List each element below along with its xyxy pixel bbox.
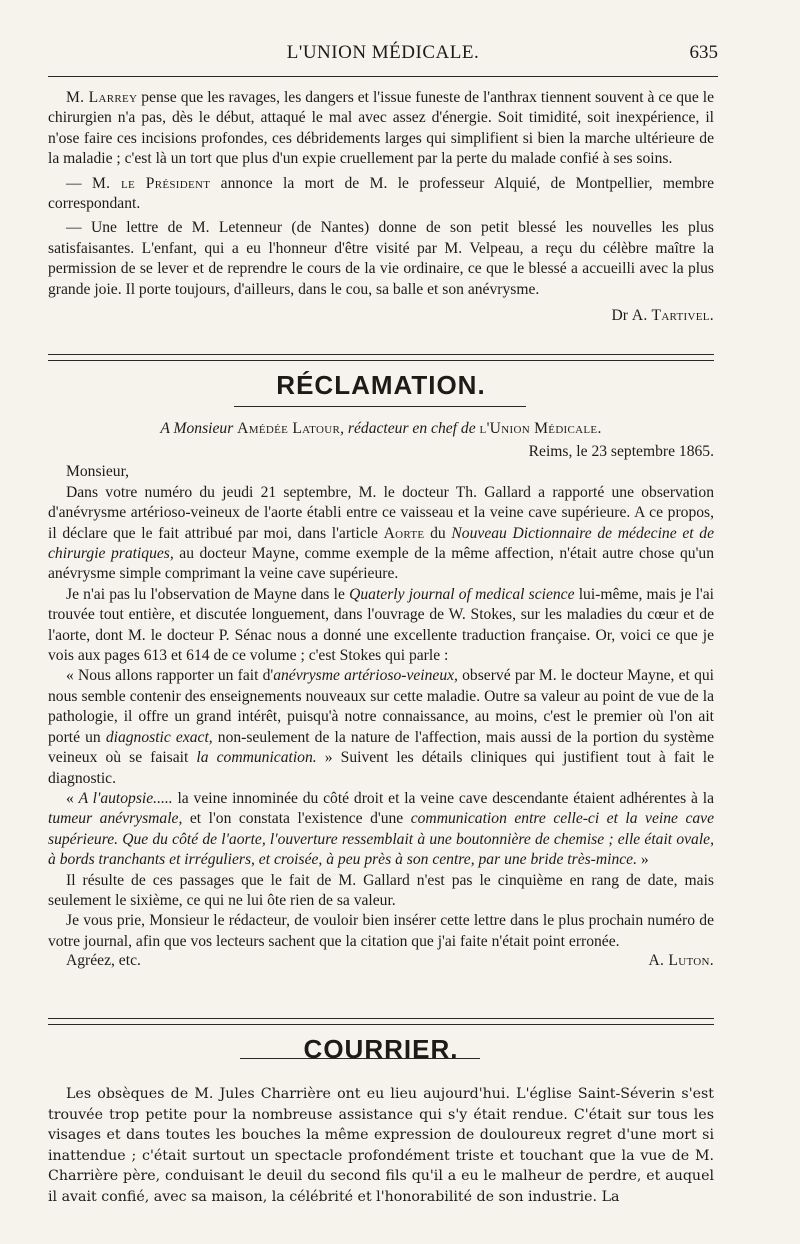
courrier-paragraph: Les obsèques de M. Jules Charrière ont eu lieu aujourd'hui. L'église Saint-Séverin s'est trouvée trop petite pour la nombreuse assistance qui s'y était rendue. C'était sur tous les visages et dans toutes les bouches la même expression de douloureux regret d'une mort si inattendue ; c'était surtout un spectacle profondément triste et touchant que la vue de M. Charrière père, conduisant le deuil du second fils qu'il a eu le malheur de perdre, et auquel il avait confié, avec sa maison, la célébrité et l'honorabilité de son industrie. La [48,1086,714,1205]
letter-paragraph-1: Dans votre numéro du jeudi 21 septembre, M. le docteur Th. Gallard a rapporté une observation d'anévrysme artérioso-veineux de l'aorte établi entre ce vaisseau et la veine cave supérieure. A ce propos, il déclare que le fait attribué par moi, dans l'article Aorte du Nouveau Dictionnaire de médecine et de chirurgie pratiques, au docteur Mayne, comme exemple de la même affection, n'était autre chose qu'un anévrysme simple comprimant la veine cave supérieure. [48,483,715,583]
dateline: Reims, le 23 septembre 1865. [528,443,714,460]
journal-title: L'UNION MÉDICALE. [286,42,480,63]
letter-paragraph-3: Il résulte de ces passages que le fait de M. Gallard n'est pas le cinquième en rang de date, mais seulement le sixième, ce qui ne lui ôte rien de sa valeur. [48,871,714,909]
title-rule-left-stub [240,1058,480,1059]
speaker-name: M. le Président [91,174,211,192]
letter-paragraph-4: Je vous prie, Monsieur le rédacteur, de vouloir bien insérer cette lettre dans le plus prochain numéro de votre journal, afin que vos lecteurs sachent que la citation que j'ai faite n'était point erronée. [48,912,714,950]
section-title-reclamation: RÉCLAMATION. [276,370,486,400]
opening-section [48,88,714,326]
addressee-line: A Monsieur Amédée Latour, rédacteur en chef de l'Union Médicale. [160,420,602,437]
page-number: 635 [689,42,718,63]
section-divider [48,1018,714,1025]
speaker-name: M. Larrey [66,89,138,106]
section-divider [48,354,714,361]
letter-paragraph-2: Je n'ai pas lu l'observation de Mayne dans le Quaterly journal of medical science lui-même, mais je l'ai trouvée tout entière, et discutée longuement, dans l'ouvrage de W. Stokes, sur les maladies du cœur et de l'aorte, dont M. le docteur P. Sénac nous a donné une excellente traduction française. Or, voici ce que je vois aux pages 613 et 614 de ce volume ; c'est Stokes qui parle : [48,585,714,665]
letter-quotation-2: « A l'autopsie..... la veine innominée du côté droit et la veine cave descendante étaient adhérentes à la tumeur anévrysmale, et l'on constata l'existence d'une communication entre celle-ci et la veine cave supérieure. Que du côté de l'aorte, l'ouverture ressemblait à une boutonnière de chemise ; elle était ovale, à bords tranchants et irréguliers, et croisée, à peu près à son centre, par une bride très-mince. » [48,789,715,869]
paragraph-president: — M. le Président annonce la mort de M. le professeur Alquié, de Montpellier, membre correspondant. [48,174,715,213]
closing-phrase: Agréez, etc. [66,952,141,970]
title-underline [234,406,526,407]
salutation: Monsieur, [66,463,130,481]
reclamation-letter [48,420,714,974]
paragraph-letenneur: — Une lettre de M. Letenneur (de Nantes) donne de son petit blessé les nouvelles les plus satisfaisantes. L'enfant, qui a eu l'honneur d'être visité par M. Velpeau, a reçu du célèbre maître la permission de se lever et de reprendre le cours de la vie ordinaire, ce que le blessé a accueilli avec la plus grande joie. Il porte toujours, d'ailleurs, dans le cou, sa balle et son anévrysme. [48,219,714,298]
section-title-courrier: COURRIER. [303,1034,459,1064]
letter-quotation-1: « Nous allons rapporter un fait d'anévrysme artérioso-veineux, observé par M. le docteur Mayne, et qui nous semble contenir des enseignements nouveaux sur cette maladie. Outre sa valeur au point de vue de la pathologie, il offre un grand intérêt, puisqu'à notre connaissance, au moins, c'est le premier où l'on ait porté un diagnostic exact, non-seulement de la nature de l'affection, mais aussi de la portion du système veineux où se faisait la communication. » Suivent les détails cliniques qui justifient tout à fait le diagnostic. [48,667,714,787]
courrier-section [48,1084,714,1208]
signature-luton: A. Luton. [648,952,714,970]
paragraph-larrey: M. Larrey pense que les ravages, les dangers et l'issue funeste de l'anthrax tiennent souvent à ce que le chirurgien n'a pas, dès le début, attaqué le mal avec assez d'énergie. Soit timidité, soit inexpérience, il n'ose faire ces incisions profondes, ces débridements larges qui simplifient si bien la marche ultérieure de la maladie ; c'est là un tort que plus d'un expie cruellement par la perte du malade confié à ses soins. [48,89,714,168]
running-head [48,36,718,70]
closing-row [48,952,714,974]
header-rule [48,76,718,77]
signature-tartivel: Dr A. Tartivel. [611,307,714,325]
